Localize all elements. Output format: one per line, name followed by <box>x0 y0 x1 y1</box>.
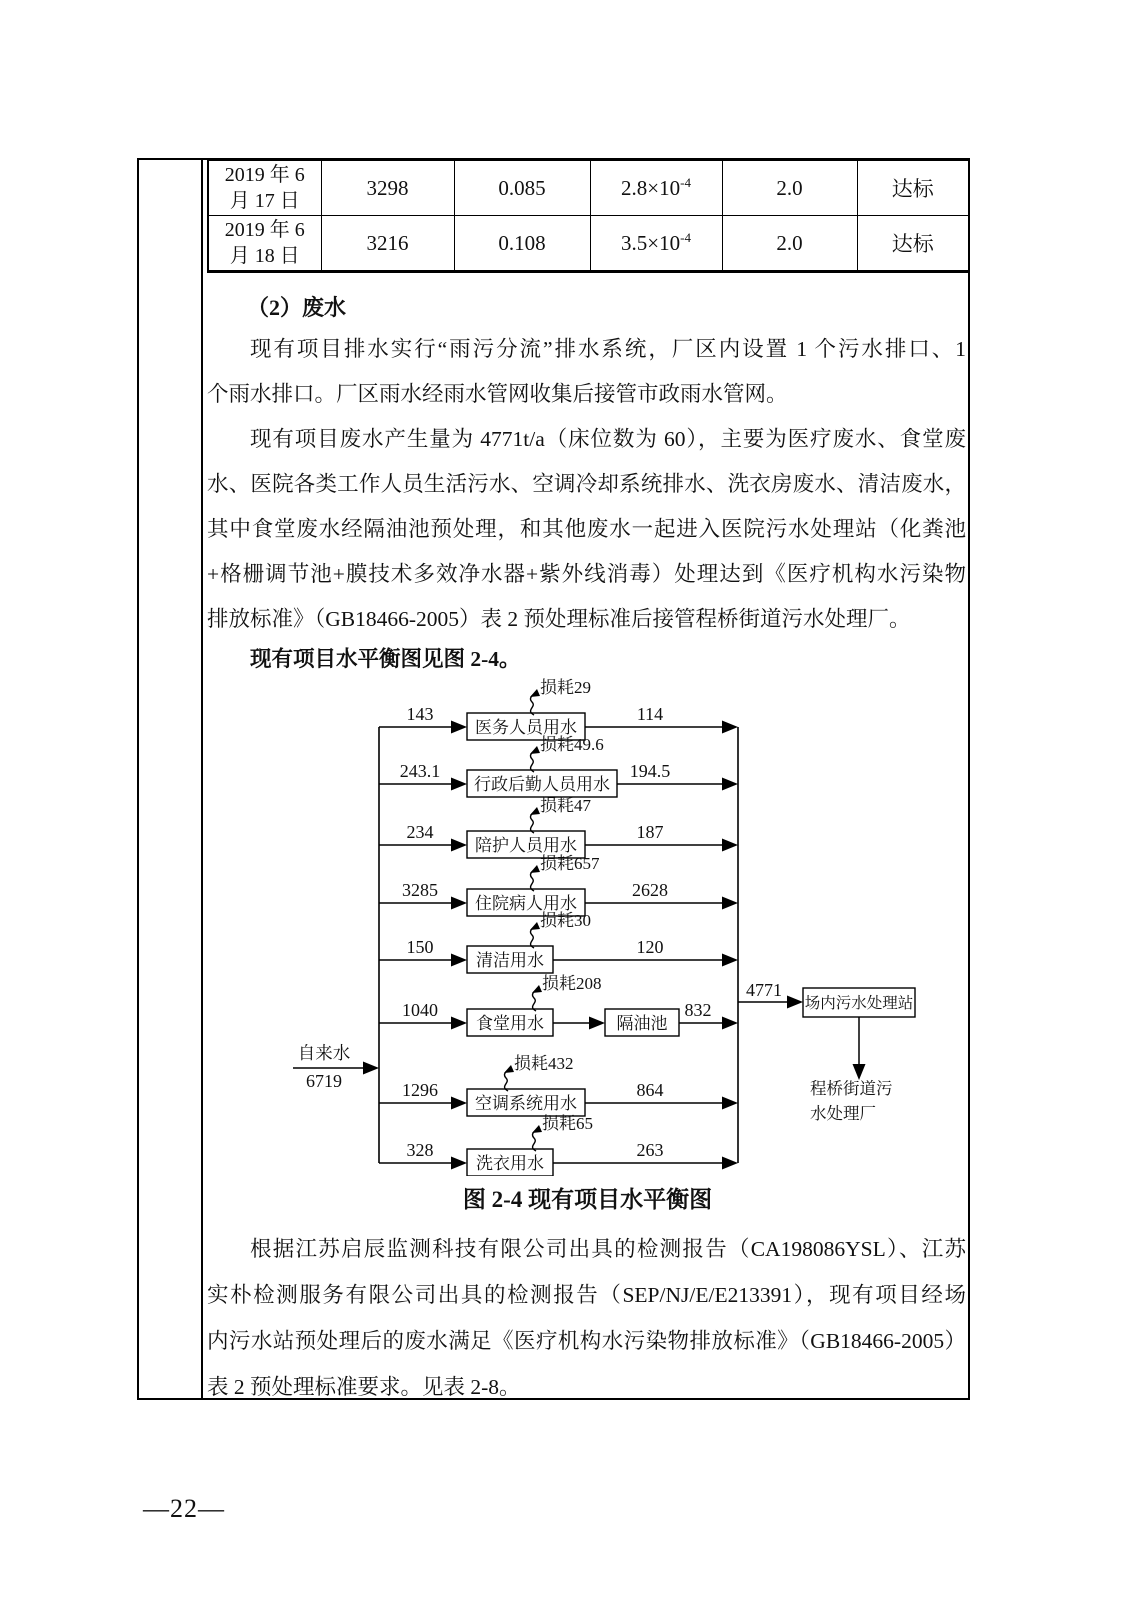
outflow-value: 194.5 <box>629 761 671 781</box>
usage-box-label: 行政后勤人员用水 <box>474 775 610 794</box>
table-row <box>208 160 969 216</box>
arrowhead-right-icon <box>787 996 803 1009</box>
outflow-value: 864 <box>636 1080 664 1100</box>
arrowhead-right-icon <box>722 1157 738 1170</box>
table-cell: 达标 <box>857 216 969 272</box>
text-line: 根据江苏启辰监测科技有限公司出具的检测报告（CA198086YSL）、江苏 <box>250 1237 966 1261</box>
text-line: 个雨水排口。厂区雨水经雨水管网收集后接管市政雨水管网。 <box>207 382 788 406</box>
text-line: 水、医院各类工作人员生活污水、空调冷却系统排水、洗衣房废水、清洁废水， <box>207 472 966 496</box>
arrowhead-right-icon <box>451 721 467 734</box>
loss-arrowhead-icon <box>530 746 540 754</box>
inflow-value: 150 <box>406 937 434 957</box>
outflow-value: 832 <box>684 1000 712 1020</box>
total-value: 4771 <box>746 980 782 1000</box>
arrowhead-right-icon <box>722 721 738 734</box>
arrowhead-right-icon <box>589 1017 605 1030</box>
usage-box-label: 食堂用水 <box>476 1014 544 1033</box>
value-base: 2.8×10 <box>621 176 681 200</box>
loss-label: 损耗657 <box>540 854 600 873</box>
loss-arrowhead-icon <box>532 985 542 993</box>
arrowhead-right-icon <box>451 897 467 910</box>
table-row <box>208 216 969 272</box>
arrowhead-right-icon <box>722 839 738 852</box>
usage-box-label: 洗衣用水 <box>476 1154 544 1173</box>
figure-caption: 图 2-4 现有项目水平衡图 <box>462 1187 713 1212</box>
loss-arrowhead-icon <box>530 689 540 697</box>
water-balance-diagram <box>200 660 990 1176</box>
text-line: 排放标准》（GB18466-2005）表 2 预处理标准后接管程桥街道污水处理厂。 <box>207 607 911 631</box>
section-heading: （2）废水 <box>247 295 347 320</box>
usage-box-label: 医务人员用水 <box>475 718 577 737</box>
inflow-value: 3285 <box>402 880 438 900</box>
text-line: 现有项目排水实行“雨污分流”排水系统，厂区内设置 1 个污水排口、1 <box>250 337 966 361</box>
loss-label: 损耗49.6 <box>540 735 604 754</box>
arrowhead-right-icon <box>722 954 738 967</box>
page-number: —22— <box>143 1494 225 1523</box>
arrowhead-right-icon <box>451 778 467 791</box>
table-cell <box>590 216 722 272</box>
loss-label: 损耗29 <box>540 678 591 697</box>
inflow-value: 328 <box>406 1140 434 1160</box>
inflow-value: 243.1 <box>399 761 441 781</box>
table-cell <box>590 160 722 216</box>
inflow-value: 1040 <box>402 1000 438 1020</box>
date-line: 2019 年 6 <box>224 164 305 186</box>
paragraph <box>207 1226 966 1410</box>
outflow-value: 120 <box>636 937 664 957</box>
usage-box-label: 空调系统用水 <box>475 1094 577 1113</box>
arrowhead-right-icon <box>722 778 738 791</box>
loss-label: 损耗208 <box>542 974 602 993</box>
table-cell-date <box>208 160 321 216</box>
inflow-value: 143 <box>406 704 434 724</box>
figure-reference-note: 现有项目水平衡图见图 2-4。 <box>250 647 521 671</box>
loss-label: 损耗30 <box>540 911 591 930</box>
table-cell-date <box>208 216 321 272</box>
text-line: +格栅调节池+膜技术多效净水器+紫外线消毒）处理达到《医疗机构水污染物 <box>207 562 966 586</box>
date-line: 2019 年 6 <box>224 219 305 241</box>
loss-label: 损耗432 <box>514 1054 574 1073</box>
usage-box-label: 住院病人用水 <box>475 894 577 913</box>
table-cell: 3216 <box>321 216 454 272</box>
date-line: 月 18 日 <box>229 245 300 267</box>
text-line: 其中食堂废水经隔油池预处理，和其他废水一起进入医院污水处理站（化粪池 <box>207 517 966 541</box>
arrowhead-right-icon <box>451 1097 467 1110</box>
inflow-value: 234 <box>406 822 434 842</box>
arrowhead-down-icon <box>853 1064 866 1080</box>
table-cell: 2.0 <box>722 216 857 272</box>
table-cell: 2.0 <box>722 160 857 216</box>
text-line: 内污水站预处理后的废水满足《医疗机构水污染物排放标准》（GB18466-2005） <box>207 1329 966 1353</box>
arrowhead-right-icon <box>363 1062 379 1075</box>
loss-arrowhead-icon <box>530 807 540 815</box>
paragraph <box>207 417 966 642</box>
arrowhead-right-icon <box>451 1017 467 1030</box>
outflow-value: 114 <box>636 704 664 724</box>
monitoring-table <box>207 158 970 273</box>
outflow-value: 263 <box>636 1140 664 1160</box>
loss-label: 损耗47 <box>540 796 591 815</box>
table-cell: 达标 <box>857 160 969 216</box>
arrowhead-right-icon <box>722 1017 738 1030</box>
arrowhead-right-icon <box>451 954 467 967</box>
table-cell: 0.108 <box>454 216 590 272</box>
grease-trap-label: 隔油池 <box>616 1014 668 1033</box>
station-label: 场内污水处理站 <box>804 995 914 1012</box>
tap-water-label: 自来水 <box>297 1043 351 1063</box>
loss-arrowhead-icon <box>532 1125 542 1133</box>
arrowhead-right-icon <box>722 1097 738 1110</box>
loss-arrowhead-icon <box>530 865 540 873</box>
table-cell: 3298 <box>321 160 454 216</box>
text-line: 现有项目废水产生量为 4771t/a（床位数为 60），主要为医疗废水、食堂废 <box>250 427 966 451</box>
arrowhead-right-icon <box>451 1157 467 1170</box>
arrowhead-right-icon <box>722 897 738 910</box>
loss-arrowhead-icon <box>530 922 540 930</box>
arrowhead-right-icon <box>451 839 467 852</box>
destination-label: 程桥街道污 <box>810 1079 893 1098</box>
inflow-value: 1296 <box>402 1080 438 1100</box>
loss-label: 损耗65 <box>542 1114 593 1133</box>
usage-box-label: 清洁用水 <box>476 951 544 970</box>
destination-label: 水处理厂 <box>810 1104 876 1123</box>
value-exponent: -4 <box>680 175 691 190</box>
value-base: 3.5×10 <box>621 231 681 255</box>
value-exponent: -4 <box>680 230 691 245</box>
table-cell: 0.085 <box>454 160 590 216</box>
usage-box-label: 陪护人员用水 <box>475 836 577 855</box>
loss-arrowhead-icon <box>504 1065 514 1073</box>
tap-water-value: 6719 <box>306 1071 342 1091</box>
outflow-value: 187 <box>636 822 664 842</box>
paragraph <box>207 327 966 417</box>
text-line: 表 2 预处理标准要求。见表 2-8。 <box>207 1375 521 1399</box>
text-line: 实朴检测服务有限公司出具的检测报告（SEP/NJ/E/E213391），现有项目经场 <box>207 1283 966 1307</box>
outflow-value: 2628 <box>632 880 668 900</box>
date-line: 月 17 日 <box>229 190 300 212</box>
